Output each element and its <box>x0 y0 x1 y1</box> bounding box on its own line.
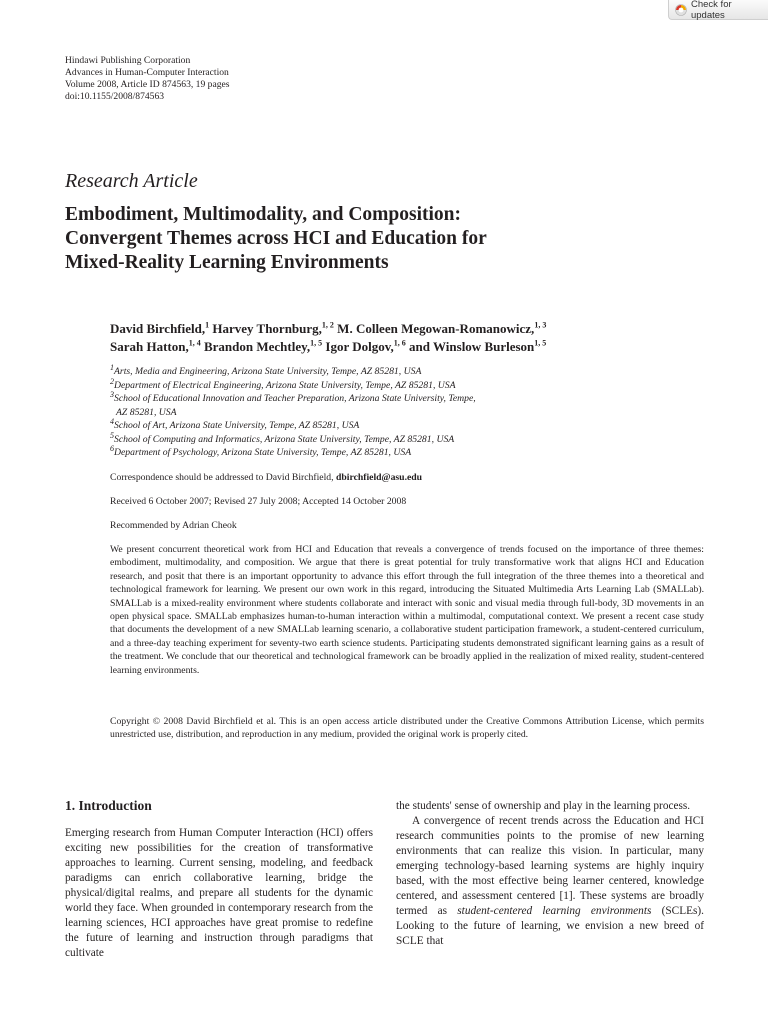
author-line <box>110 320 546 338</box>
journal-name: Advances in Human-Computer Interaction <box>65 67 229 78</box>
correspondence: Correspondence should be addressed to David Birchfield, dbirchfield@asu.edu <box>110 472 423 483</box>
author-name: David Birchfield, <box>110 321 206 336</box>
affiliation-item: $^1$Arts, Media and Engineering, Arizona State University, Tempe, AZ 85281, USA <box>110 362 422 377</box>
publisher-line: Hindawi Publishing Corporation <box>65 55 191 66</box>
body-column-right <box>396 799 704 949</box>
recommended-by: Recommended by Adrian Cheok <box>110 520 237 531</box>
affiliation-item: $^4$School of Art, Arizona State University, Tempe, AZ 85281, USA <box>110 416 360 431</box>
affiliation-item: AZ 85281, USA <box>116 406 177 418</box>
author-affil-ref: 1, 3 <box>534 320 547 330</box>
body-paragraph: Emerging research from Human Computer Interaction (HCI) offers exciting new possibilities for the creation of transformative approaches to learning. Current sensing, modeling, and feedback paradigms can enrich collaborative learning, bridge the physical/digital realms, and prepare all students for the dynamic world they face. When grounded in contemporary research from the learning sciences, HCI approaches have great promise to redefine the future of learning and instruction through paradigms that cultivate <box>65 827 373 959</box>
author-name: Igor Dolgov, <box>325 339 394 354</box>
author-name: Brandon Mechtley, <box>203 339 311 354</box>
affiliation-item: $^2$Department of Electrical Engineering, Arizona State University, Tempe, AZ 85281, USA <box>110 376 456 391</box>
title-line: Embodiment, Multimodality, and Composition: <box>65 204 462 225</box>
check-updates-icon <box>675 4 687 16</box>
copyright-notice: Copyright © 2008 David Birchfield et al. This is an open access article distributed under the Creative Commons Attribution License, which permits unrestricted use, distribution, and reproduction in any medium, provided the original work is properly cited. <box>110 716 704 741</box>
emphasized-term: student-centered learning environments <box>457 905 652 917</box>
doi: doi:10.1155/2008/874563 <box>65 91 165 102</box>
author-affil-ref: 1, 5 <box>534 338 547 348</box>
check-updates-label: Check for updates <box>690 0 732 21</box>
article-dates: Received 6 October 2007; Revised 27 July 2008; Accepted 14 October 2008 <box>110 496 407 507</box>
abstract: We present concurrent theoretical work from HCI and Education that reveals a convergence of trends focused on the importance of three themes: embodiment, multimodality, and composition. We argue that there is great potential for truly transformative work that aligns HCI and Education research, and posit that there is an important opportunity to advance this effort through the full integration of the three themes into a theoretical and technological framework for learning. We present our own work in this regard, introducing the Situated Multimedia Arts Learning Lab (SMALLab). SMALLab is a mixed-reality environment where students collaborate and interact with sonic and visual media through full-body, 3D movements in an open physical space. SMALLab emphasizes human-to-human interaction within a multimodal, computational context. We present a recent case study that documents the development of a new SMALLab learning scenario, a collaborative student participation framework, a student-centered curriculum, and a three-day teaching experiment for seventy-two earth science students. Participating students demonstrated significant learning gains as a result of the treatment. We conclude that our theoretical and technological framework can be broadly applied in the realization of mixed reality, student-centered learning environments. <box>110 544 704 676</box>
author-name: Harvey Thornburg, <box>212 321 322 336</box>
affiliation-list <box>110 362 476 460</box>
author-list <box>110 320 546 356</box>
title-line: Convergent Themes across HCI and Education for <box>65 228 487 249</box>
volume-info: Volume 2008, Article ID 874563, 19 pages <box>65 79 230 90</box>
article-type: Research Article <box>65 170 198 192</box>
affiliation-item: $^3$School of Educational Innovation and Teacher Preparation, Arizona State University, Tempe, <box>110 389 476 404</box>
paper-title <box>65 203 625 275</box>
author-affil-ref: 1, 2 <box>321 320 334 330</box>
body-column-left <box>65 826 373 961</box>
author-affil-ref: 1, 5 <box>310 338 323 348</box>
author-line <box>110 338 546 356</box>
title-line: Mixed-Reality Learning Environments <box>65 252 389 273</box>
affiliation-item: $^5$School of Computing and Informatics, Arizona State University, Tempe, AZ 85281, USA <box>110 430 455 445</box>
author-name: Sarah Hatton, <box>110 339 189 354</box>
author-name: and Winslow Burleson <box>409 339 535 354</box>
check-for-updates-button[interactable] <box>668 0 768 20</box>
author-affil-ref: 1 <box>205 320 210 330</box>
author-affil-ref: 1, 4 <box>188 338 201 348</box>
journal-header <box>65 55 230 103</box>
author-affil-ref: 1, 6 <box>393 338 406 348</box>
author-name: M. Colleen Megowan-Romanowicz, <box>337 321 535 336</box>
body-paragraph: A convergence of recent trends across the Education and HCI research communities points to the promise of new learning environments that can realize this vision. In particular, many emerging technology-based learning systems are highly inquiry based, with the most effective being learner centered, knowledge centered, and assessment centered [1]. These systems are broadly termed as student-centered learning environments (SCLEs). Looking to the future of learning, we envision a new breed of SCLE that <box>396 815 704 947</box>
section-heading: 1. Introduction <box>65 798 152 813</box>
body-paragraph: the students' sense of ownership and play in the learning process. <box>396 800 691 812</box>
email-link[interactable]: dbirchfield@asu.edu <box>335 472 423 483</box>
affiliation-item: $^6$Department of Psychology, Arizona State University, Tempe, AZ 85281, USA <box>110 443 412 458</box>
